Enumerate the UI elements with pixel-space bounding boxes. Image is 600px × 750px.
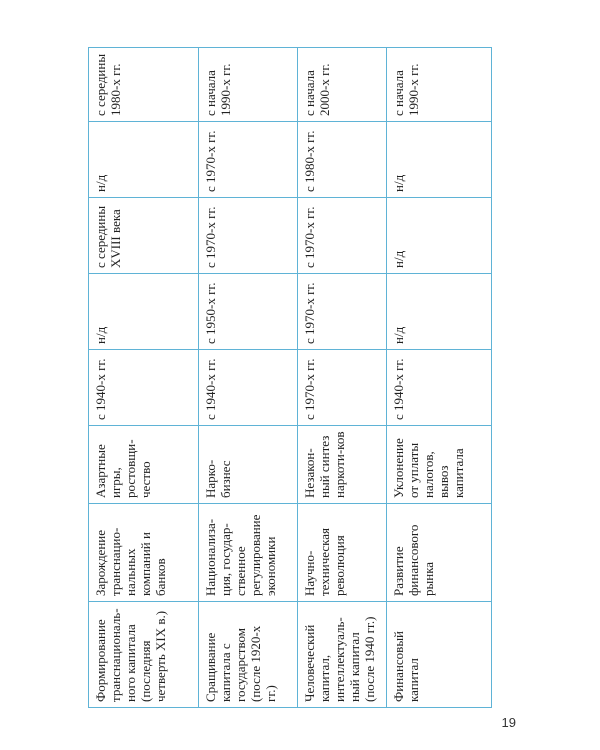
period-cell: н/д — [89, 274, 199, 350]
period-cell: с 1970-х гг. — [298, 350, 387, 426]
period-cell: н/д — [387, 198, 492, 274]
period-cell: н/д — [387, 122, 492, 198]
table-rotator — [88, 48, 491, 708]
driver-cell: Зарождение транснацио-нальных компаний и банков — [89, 504, 199, 602]
period-cell: с середины XVIII века — [89, 198, 199, 274]
period-cell: с начала 1990-х гг. — [199, 48, 298, 122]
table-row — [298, 48, 387, 708]
table-row — [199, 48, 298, 708]
shadow-activity-cell: Уклонение от уплаты налогов, вывоз капитала — [387, 426, 492, 504]
row-name-cell: Сращивание капитала с государством (после 1920-х гг.) — [199, 602, 298, 708]
table-row — [89, 48, 199, 708]
period-cell: с 1950-х гг. — [199, 274, 298, 350]
period-cell: с 1970-х гг. — [199, 122, 298, 198]
period-cell: с середины 1980-х гг. — [89, 48, 199, 122]
shadow-activity-cell: Азартные игры, ростовщи-чество — [89, 426, 199, 504]
shadow-activity-cell: Незакон-ный синтез наркоти-ков — [298, 426, 387, 504]
period-cell: с 1940-х гг. — [89, 350, 199, 426]
rotated-table-container — [88, 48, 491, 708]
period-cell: с 1980-х гг. — [298, 122, 387, 198]
capital-evolution-table — [88, 47, 492, 708]
period-cell: н/д — [387, 274, 492, 350]
row-name-cell: Человеческий капитал, интеллектуаль-ный капитал (после 1940 гг.) — [298, 602, 387, 708]
period-cell: с начала 1990-х гг. — [387, 48, 492, 122]
shadow-activity-cell: Нарко-бизнес — [199, 426, 298, 504]
period-cell: с 1970-х гг. — [199, 198, 298, 274]
period-cell: с 1940-х гг. — [199, 350, 298, 426]
table-row — [387, 48, 492, 708]
page-number: 19 — [501, 715, 516, 730]
period-cell: н/д — [89, 122, 199, 198]
driver-cell: Научно-техническая революция — [298, 504, 387, 602]
row-name-cell: Формирование транснациональ-ного капитала (последняя четверть XIX в.) — [89, 602, 199, 708]
period-cell: с 1970-х гг. — [298, 198, 387, 274]
period-cell: с 1940-х гг. — [387, 350, 492, 426]
period-cell: с начала 2000-х гг. — [298, 48, 387, 122]
driver-cell: Развитие финансового рынка — [387, 504, 492, 602]
row-name-cell: Финансовый капитал — [387, 602, 492, 708]
period-cell: с 1970-х гг. — [298, 274, 387, 350]
driver-cell: Национализа-ция, государ-ственное регулирование экономики — [199, 504, 298, 602]
